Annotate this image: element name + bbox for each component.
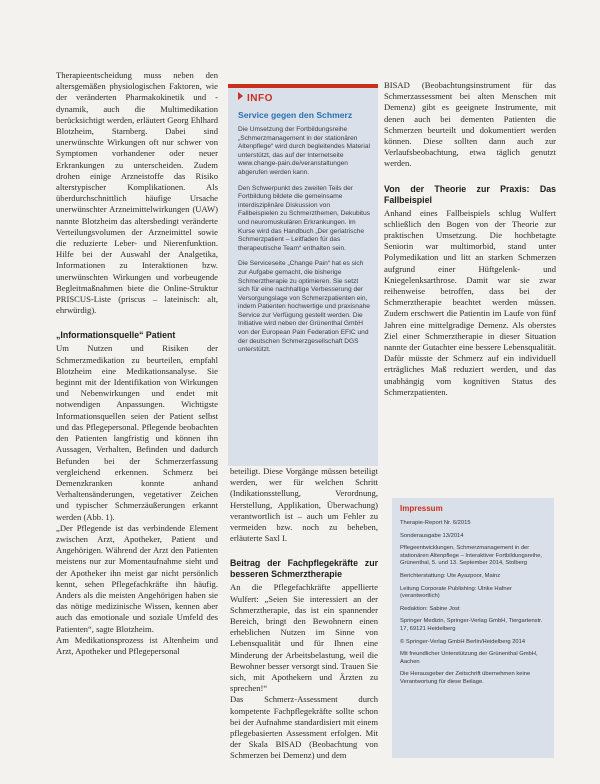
imprint-line: Mit freundlicher Unterstützung der Grünenthal GmbH, Aachen xyxy=(400,651,538,665)
triangle-icon xyxy=(238,92,243,100)
paragraph: Die Serviceseite „Change Pain“ hat es sich zur Aufgabe gemacht, die bisherige Schmerztherapie zu optimieren. Sie setzt sich für eine nachhaltige Verbesserung der Versorgungslage von Schmerzpatienten ein, indem Patienten hochwertige und praxisnahe Service zur Verfügung gestellt werden. Die Initiative wird neben der Grünenthal GmbH von der European Pain Federation EFIC und der deutschen Schmerzgesellschaft DGS unterstützt. xyxy=(238,260,370,354)
paragraph: Therapieentscheidung muss neben den altersgemäßen physiologischen Faktoren, wie der veränderten Pharmakokinetik und -dynamik, auch die Multimedikation berücksichtigt werden, erläutert Georg Ehlhard Blotzheim, Starnberg. Dabei sind unerwünschte Wirkungen oft nur schwer von Symptomen vorhandener oder neuer Erkrankungen zu unterscheiden. Zudem drohen einige Arzneistoffe das Risiko alterstypischer Komplikationen. Als überdurchschnittlich häufige Ursache unerwünschter Arzneimittelwirkungen (UAW) nannte Blotzheim das altersbedingt veränderte Verteilungsvolumen der Arzneimittel sowie die reduzierte Leber- und Nierenfunktion. Hilfe bei der Auswahl der Analgetika, Informationen zu Interaktionen bzw. unerwünschten Wirkungen und vorbeugende Begleitmaßnahmen biete die Online-Struktur PRISCUS-Liste (priscus – lateinisch: alt, ehrwürdig). xyxy=(56,70,218,316)
imprint-line: Springer Medizin, Springer-Verlag GmbH, Tiergartenstr. 17, 69121 Heidelberg xyxy=(400,618,543,632)
paragraph: Den Schwerpunkt des zweiten Teils der Fortbildung bildete die gemeinsame interdisziplinäre Diskussion von Fallbeispielen zu Schmerzthemen, Dekubitus und neuromuskulären Erkrankungen. Im Kurse wird das Handbuch „Der geriatrische Schmerzpatient – Leitfaden für das therapeutische Team“ enthalten sein. xyxy=(238,184,370,252)
imprint-line: Therapie-Report Nr. 6/2015 xyxy=(400,520,471,526)
imprint-line: Pflegeentwicklungen, Schmerzmanagement in der stationären Altenpflege – Interaktiver Fortbildungsreihe, Grünenthal, 5. und 13. September 2014, Stolberg xyxy=(400,545,543,567)
paragraph: Um Nutzen und Risiken der Schmerzmedikation zu beurteilen, empfahl Blotzheim eine Medikationsanalyse. Sie beginnt mit der Identifikation von Wirkungen und Nebenwirkungen und endet mit notwendigen Anpassungen. Wichtigste Informationsquellen seien der Patient selbst und das Pflegepersonal. Pflegende beobachten den Patienten langfristig und können ihn Aussagen, Verhalten, Befinden und dadurch Befunden bei der Schmerzerfassung vergleichend erkennen. Schmerz bei Demenzkranken konnte anhand Verhaltensänderungen, vegetativer Zeichen und typischer Schmerzäußerungen erkannt werden (Abb. 1). xyxy=(56,343,218,522)
column-3 xyxy=(384,80,556,398)
paragraph: „Der Pflegende ist das verbindende Element zwischen Arzt, Apotheker, Patient und Angehörigen. Während der Arzt den Patienten meistens nur zur Momentaufnahme sieht und der Apotheker ihn meist gar nicht persönlich kennt, sehen Pflegefachkräfte ihn häufig. Anders als die meisten Angehörigen haben sie das nötige medizinische Wissen, kennen aber auch das emotionale und soziale Umfeld des Patienten“, sagte Blotzheim. xyxy=(56,522,218,634)
section-heading: „Informationsquelle“ Patient xyxy=(56,330,176,341)
paragraph: Anhand eines Fallbeispiels schlug Wulfert schließlich den Bogen von der Theorie zur praktischen Umsetzung. Die hochbetagte Seniorin war multimorbid, stand unter Polymedikation und litt an starken Schmerzen aufgrund einer Hüftgelenk- und Kniegelenksarthrose. Damit war sie zwar reihenweise betroffen, dass bei der Schmerztherapie beachtet werden müssen. Zudem erschwert die Patientin im Laufe von fünf Jahren eine mittelgradige Demenz. Als oberstes Ziel einer Schmerztherapie in dieser Situation nannte der Gutachter eine bessere Lebensqualität. Dafür müsste der Schmerz auf ein individuell erträgliches Maß reduziert werden, und das unabhängig vom kognitiven Status des Schmerzpatienten. xyxy=(384,207,556,397)
paragraph: beteiligt. Diese Vorgänge müssen beteiligt werden, wer für welchen Schritt (Indikationsstellung, Verordnung, Herstellung, Applikation, Überwachung) verantwortlich ist – auch um Fehler zu vermeiden bzw. noch zu beheben, erläuterte Saxl I. xyxy=(230,466,378,544)
column-2 xyxy=(230,466,378,762)
paragraph: Das Schmerz-Assessment durch kompetente Fachpflegekräfte sollte schon bei der Aufnahme standardisiert mit einem pflegebasierten Assessment erfolgen. Mit der Skala BISAD (Beobachtung von Schmerzen bei Demenz) und dem xyxy=(230,694,378,761)
imprint-line: Leitung Corporate Publishing: Ulrike Hafner (verantwortlich) xyxy=(400,585,512,600)
imprint-line: Die Herausgeber der Zeitschrift übernehmen keine Verantwortung für diese Beilage. xyxy=(400,671,531,685)
info-accent-bar xyxy=(228,84,378,88)
imprint-line: Redaktion: Sabine Jost xyxy=(400,605,460,612)
imprint-box xyxy=(392,498,554,758)
paragraph: BISAD (Beobachtungsinstrument für das Schmerzassessment bei alten Menschen mit Demenz) gibt es geeignete Instrumente, mit denen auch bei dementen Patienten die Schmerzen beurteilt und dokumentiert werden können. Diese sollten dann auch zur Verlaufsbeobachtung, etwa täglich genutzt werden. xyxy=(384,80,556,169)
section-heading: Beitrag der Fachpflegekräfte zur besseren Schmerztherapie xyxy=(230,558,378,580)
imprint-line: Sonderausgabe 13/2014 xyxy=(400,532,464,539)
paragraph: Am Medikationsprozess ist Altenheim und Arzt, Apotheker und Pflegepersonal xyxy=(56,634,218,656)
column-1 xyxy=(56,70,218,657)
section-heading: Von der Theorie zur Praxis: Das Fallbeispiel xyxy=(384,183,556,205)
paragraph: An die Pflegefachkräfte appellierte Wulfert: „Seien Sie interessiert an der Schmerztherapie, das ist ein spannender Bereich, bringt den Bewohnern einen erheblichen Nutzen im Sinne von Lebensqualität und für Ihnen eine Minderung der Arbeitsbelastung, weil die Bewohner besser versorgt sind. Trauen Sie sich, mit Apothekern und Ärzten zu sprechen!“ xyxy=(230,582,378,694)
imprint-body xyxy=(400,520,548,692)
info-tag xyxy=(238,92,273,104)
info-body xyxy=(238,126,370,362)
info-title: Service gegen den Schmerz xyxy=(238,110,353,120)
imprint-title: Impressum xyxy=(400,504,443,513)
info-box xyxy=(228,84,378,466)
info-tag-label: INFO xyxy=(247,93,273,104)
imprint-line: © Springer-Verlag GmbH Berlin/Heidelberg 2014 xyxy=(400,638,526,645)
paragraph: Die Umsetzung der Fortbildungsreihe „Schmerzmanagement in der stationären Altenpflege“ wird durch begleitendes Material unterstützt, das auf der Internetseite www.change-pain.de/veranstaltungen abgerufen werden kann. xyxy=(238,126,370,176)
imprint-line: Berichterstattung: Ute Ayazpoor, Mainz xyxy=(400,572,501,579)
